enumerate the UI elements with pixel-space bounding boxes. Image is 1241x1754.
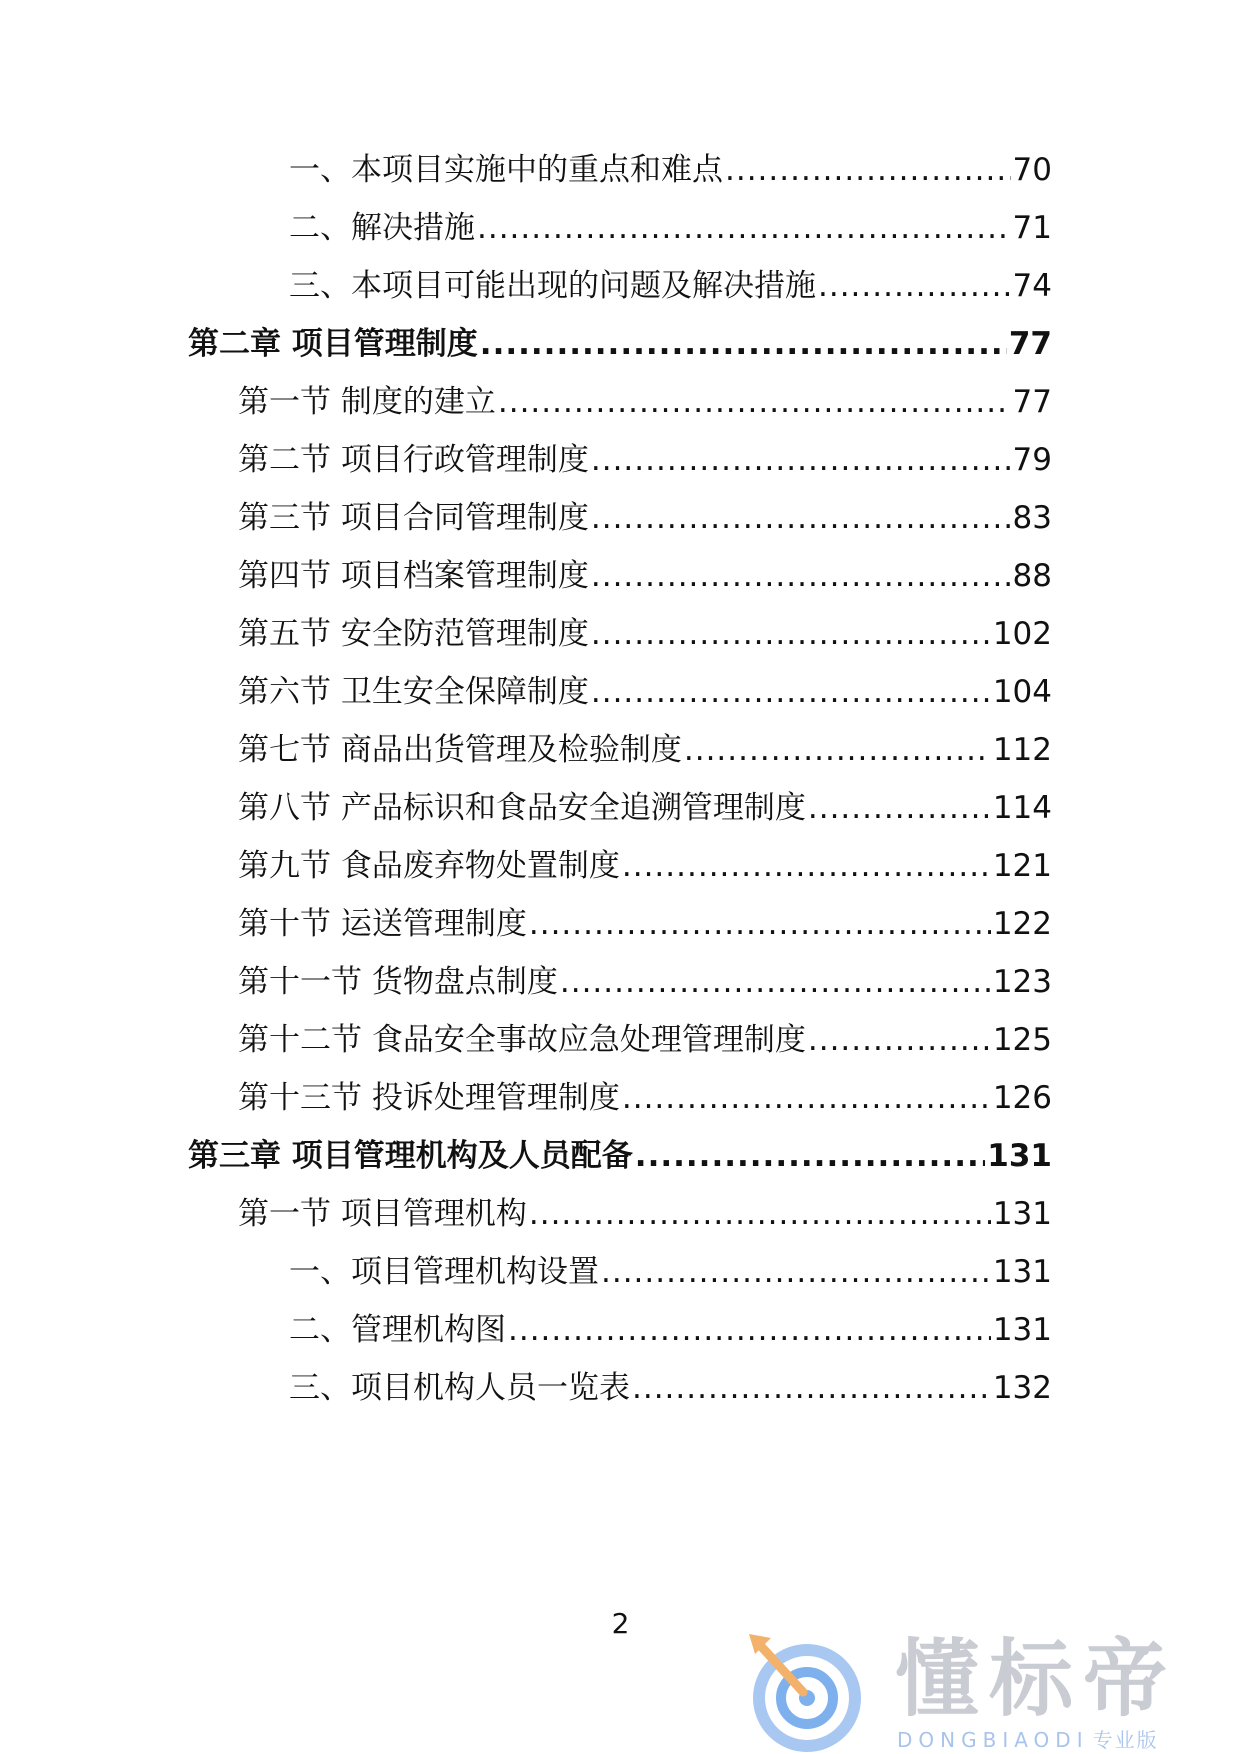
- toc-dot-leader: [725, 147, 1011, 193]
- toc-entry-page: 79: [1012, 442, 1052, 478]
- toc-entry[interactable]: [238, 843, 1052, 889]
- toc-dot-leader: [622, 843, 991, 889]
- toc-entry-page: 71: [1012, 210, 1052, 246]
- toc-entry[interactable]: [238, 1017, 1052, 1063]
- toc-entry-page: 125: [992, 1022, 1052, 1058]
- watermark-subtitle: [897, 1724, 1159, 1753]
- toc-dot-leader: [632, 1365, 991, 1411]
- toc-entry[interactable]: [238, 669, 1052, 715]
- toc-entry[interactable]: [238, 379, 1052, 425]
- toc-entry-page: 123: [992, 964, 1052, 1000]
- watermark-brand-name: 懂标帝: [895, 1630, 1178, 1728]
- toc-entry-title: 第十节 运送管理制度: [238, 906, 527, 942]
- toc-entry-title: 三、本项目可能出现的问题及解决措施: [289, 268, 816, 304]
- toc-entry-title: 第七节 商品出货管理及检验制度: [238, 732, 682, 768]
- toc-dot-leader: [818, 263, 1011, 309]
- toc-entry-page: 77: [1008, 326, 1052, 362]
- toc-entry-title: 第一节 制度的建立: [238, 384, 496, 420]
- toc-entry[interactable]: [238, 901, 1052, 947]
- toc-entry-title: 第三节 项目合同管理制度: [238, 500, 589, 536]
- toc-entry[interactable]: [289, 205, 1052, 251]
- toc-entry-title: 二、解决措施: [289, 210, 475, 246]
- toc-dot-leader: [591, 495, 1011, 541]
- toc-entry-title: 第八节 产品标识和食品安全追溯管理制度: [238, 790, 806, 826]
- toc-entry-title: 第十二节 食品安全事故应急处理管理制度: [238, 1022, 806, 1058]
- toc-entry[interactable]: [289, 1307, 1052, 1353]
- toc-entry[interactable]: [238, 437, 1052, 483]
- toc-entry-page: 114: [992, 790, 1052, 826]
- toc-dot-leader: [529, 901, 991, 947]
- toc-entry[interactable]: [289, 147, 1052, 193]
- toc-entry-page: 74: [1012, 268, 1052, 304]
- toc-dot-leader: [591, 437, 1011, 483]
- target-arrow-icon: [745, 1630, 875, 1754]
- toc-entry-page: 112: [992, 732, 1052, 768]
- toc-entry[interactable]: [289, 1365, 1052, 1411]
- toc-entry-title: 一、本项目实施中的重点和难点: [289, 152, 723, 188]
- toc-dot-leader: [591, 669, 991, 715]
- toc-dot-leader: [508, 1307, 991, 1353]
- toc-dot-leader: [684, 727, 991, 773]
- toc-entry-page: 77: [1012, 384, 1052, 420]
- toc-entry-title: 第九节 食品废弃物处置制度: [238, 848, 620, 884]
- toc-entry[interactable]: [238, 495, 1052, 541]
- toc-dot-leader: [635, 1133, 985, 1179]
- toc-dot-leader: [529, 1191, 991, 1237]
- toc-dot-leader: [591, 553, 1011, 599]
- toc-dot-leader: [480, 321, 1007, 367]
- toc-dot-leader: [622, 1075, 991, 1121]
- toc-entry-page: 83: [1012, 500, 1052, 536]
- toc-entry-page: 122: [992, 906, 1052, 942]
- toc-chapter-entry[interactable]: [188, 1133, 1052, 1179]
- watermark-edition: 专业版: [1092, 1728, 1159, 1752]
- toc-entry-title: 第三章 项目管理机构及人员配备: [188, 1138, 633, 1174]
- toc-entry[interactable]: [289, 1249, 1052, 1295]
- toc-entry-title: 第十一节 货物盘点制度: [238, 964, 558, 1000]
- page-number: 2: [611, 1607, 630, 1640]
- toc-entry-title: 第五节 安全防范管理制度: [238, 616, 589, 652]
- toc-entry-title: 一、项目管理机构设置: [289, 1254, 599, 1290]
- toc-entry-page: 126: [992, 1080, 1052, 1116]
- watermark-pinyin: DONGBIAODI: [897, 1728, 1089, 1752]
- toc-entry[interactable]: [238, 1075, 1052, 1121]
- toc-entry[interactable]: [238, 959, 1052, 1005]
- toc-entry[interactable]: [238, 611, 1052, 657]
- toc-dot-leader: [601, 1249, 991, 1295]
- toc-entry-page: 104: [992, 674, 1052, 710]
- toc-entry-page: 131: [987, 1138, 1052, 1174]
- watermark: [745, 1630, 1225, 1750]
- toc-dot-leader: [560, 959, 991, 1005]
- toc-dot-leader: [591, 611, 991, 657]
- toc-entry-title: 第六节 卫生安全保障制度: [238, 674, 589, 710]
- toc-entry-page: 121: [992, 848, 1052, 884]
- toc-dot-leader: [808, 1017, 991, 1063]
- toc-entry[interactable]: [238, 785, 1052, 831]
- toc-entry[interactable]: [238, 1191, 1052, 1237]
- toc-dot-leader: [808, 785, 991, 831]
- toc-entry[interactable]: [289, 263, 1052, 309]
- toc-chapter-entry[interactable]: [188, 321, 1052, 367]
- toc-entry-title: 二、管理机构图: [289, 1312, 506, 1348]
- toc-entry-page: 102: [992, 616, 1052, 652]
- toc-entry-page: 131: [992, 1196, 1052, 1232]
- toc-entry-page: 132: [992, 1370, 1052, 1406]
- toc-dot-leader: [498, 379, 1011, 425]
- toc-entry-title: 第十三节 投诉处理管理制度: [238, 1080, 620, 1116]
- toc-entry-title: 三、项目机构人员一览表: [289, 1370, 630, 1406]
- toc-dot-leader: [477, 205, 1011, 251]
- toc-entry-title: 第二章 项目管理制度: [188, 326, 478, 362]
- toc-entry-page: 131: [992, 1254, 1052, 1290]
- toc-entry-title: 第二节 项目行政管理制度: [238, 442, 589, 478]
- toc-entry-page: 88: [1012, 558, 1052, 594]
- toc-entry-title: 第一节 项目管理机构: [238, 1196, 527, 1232]
- toc-entry-page: 70: [1012, 152, 1052, 188]
- toc-entry[interactable]: [238, 553, 1052, 599]
- toc-entry-title: 第四节 项目档案管理制度: [238, 558, 589, 594]
- toc-entry[interactable]: [238, 727, 1052, 773]
- toc-entry-page: 131: [992, 1312, 1052, 1348]
